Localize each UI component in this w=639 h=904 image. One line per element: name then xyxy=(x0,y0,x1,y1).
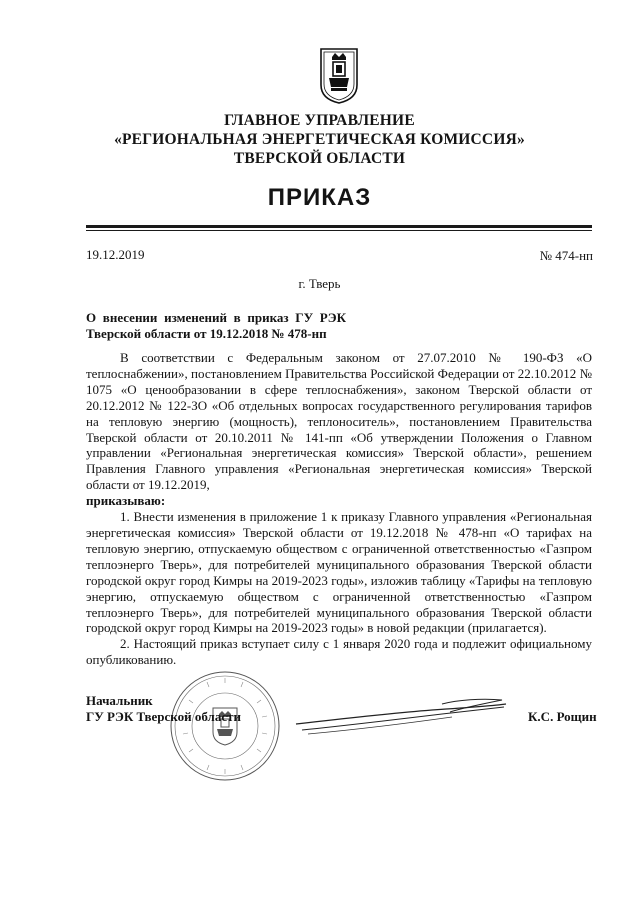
header-divider-thin xyxy=(86,230,592,231)
signatory-position-line2: ГУ РЭК Тверской области xyxy=(86,709,241,724)
document-number: № 474-нп xyxy=(539,248,593,263)
document-title: ПРИКАЗ xyxy=(267,184,372,211)
document-body xyxy=(86,350,592,668)
order-word: приказываю: xyxy=(86,493,166,509)
document-date: 19.12.2019 xyxy=(86,247,145,262)
header-divider-thick xyxy=(86,225,592,228)
official-stamp-icon xyxy=(169,670,281,782)
document-city: г. Тверь xyxy=(298,276,341,291)
coat-of-arms-icon xyxy=(319,47,359,105)
signatory-name: К.С. Рощин xyxy=(528,709,597,724)
order-item-1: 1. Внести изменения в приложение 1 к приказу Главного управления «Региональная энергетическая комиссия» Тверской области от 19.12.2018 № 478-нп «О тарифах на тепловую энергию, отпускаемую обществом с ограниченной ответственностью «Газпром теплоэнерго Тверь», для потребителей муниципального образования Тверской области городской округ город Кимры на 2019-2023 годы», изложив таблицу «Тарифы на тепловую энергию, отпускаемую обществом с ограниченной ответственностью «Газпром теплоэнерго Тверь», для потребителей муниципального образования Тверской области городской округ город Кимры на 2019-2023 годы» в новой редакции (прилагается). xyxy=(86,509,592,636)
signatory-position xyxy=(86,693,241,725)
preamble-paragraph: В соответствии с Федеральным законом от 27.07.2010 № 190-ФЗ «О теплоснабжении», постановлением Правительства Российской Федерации от 22.10.2012 № 1075 «О ценообразовании в сфере теплоснабжения», законом Тверской области от 20.12.2012 № 122-ЗО «Об отдельных вопросах государственного регулирования тарифов на тепловую энергию (мощность), теплоноситель», постановлением Правительства Тверской области от 20.10.2011 № 141-пп «Об утверждении Положения о Главном управлении «Региональная энергетическая комиссия» Тверской области», решением Правления Главного управления «Региональная энергетическая комиссия» Тверской области от 19.12.2019, xyxy=(86,350,592,493)
document-subject: О внесении изменений в приказ ГУ РЭК Тверской области от 19.12.2018 № 478-нп xyxy=(86,310,346,341)
handwritten-signature xyxy=(292,690,512,740)
org-name-line3: ТВЕРСКОЙ ОБЛАСТИ xyxy=(233,150,406,167)
signatory-position-line1: Начальник xyxy=(86,693,153,708)
org-name-line1: ГЛАВНОЕ УПРАВЛЕНИЕ xyxy=(224,112,415,129)
org-name-line2: «РЕГИОНАЛЬНАЯ ЭНЕРГЕТИЧЕСКАЯ КОМИССИЯ» xyxy=(114,131,525,148)
order-item-2: 2. Настоящий приказ вступает силу с 1 января 2020 года и подлежит официальному опубликованию. xyxy=(86,636,592,668)
